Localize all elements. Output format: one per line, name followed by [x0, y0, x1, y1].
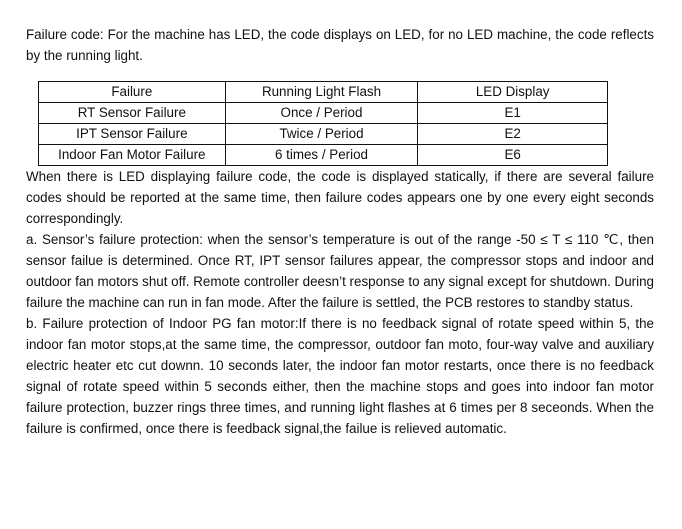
table-cell-failure: RT Sensor Failure — [39, 103, 226, 124]
table-cell-led-display: E2 — [418, 124, 608, 145]
intro-paragraph: Failure code: For the machine has LED, the code displays on LED, for no LED machine, the code reflects by the running light. — [26, 27, 654, 63]
table-header-row — [39, 82, 608, 103]
table-cell-running-light: Twice / Period — [225, 124, 418, 145]
table-cell-failure: Indoor Fan Motor Failure — [39, 145, 226, 166]
table-cell-failure: IPT Sensor Failure — [39, 124, 226, 145]
document-page — [26, 24, 654, 439]
table-cell-running-light: 6 times / Period — [225, 145, 418, 166]
led-display-paragraph: When there is LED displaying failure code, the code is displayed statically, if there are several failure codes should be reported at the same time, then failure codes appears one by one every eight seconds correspondingly. — [26, 169, 654, 226]
failure-code-table — [38, 81, 608, 166]
table-row — [39, 103, 608, 124]
column-header-led-display: LED Display — [418, 82, 608, 103]
table-row — [39, 124, 608, 145]
column-header-running-light: Running Light Flash — [225, 82, 418, 103]
table-cell-running-light: Once / Period — [225, 103, 418, 124]
table-row — [39, 145, 608, 166]
sensor-failure-paragraph: a. Sensor’s failure protection: when the sensor’s temperature is out of the range -50 ≤ T ≤ 110 ℃, then sensor failue is determined. Once RT, IPT sensor failures appear, the compressor stops and indoor and outdoor fan motors shut off. Remote controller deesn’t response to any signal except for shutdown. During failure the machine can run in fan mode. After the failure is settled, the PCB restores to standby status. — [26, 232, 654, 310]
column-header-failure: Failure — [39, 82, 226, 103]
fan-motor-failure-paragraph: b. Failure protection of Indoor PG fan motor:If there is no feedback signal of rotate speed within 5, the indoor fan motor stops,at the same time, the compressor, outdoor fan moto, four-way valve and auxiliary electric heater etc cut downn. 10 seconds later, the indoor fan motor restarts, once there is no feedback signal of rotate speed within 5 seconds either, then the machine stops and goes into indoor fan motor failure protection, buzzer rings three times, and running light flashes at 6 times per 8 seceonds. When the failure is confirmed, once there is feedback signal,the failue is relieved automatic. — [26, 316, 654, 436]
table-cell-led-display: E1 — [418, 103, 608, 124]
table-cell-led-display: E6 — [418, 145, 608, 166]
